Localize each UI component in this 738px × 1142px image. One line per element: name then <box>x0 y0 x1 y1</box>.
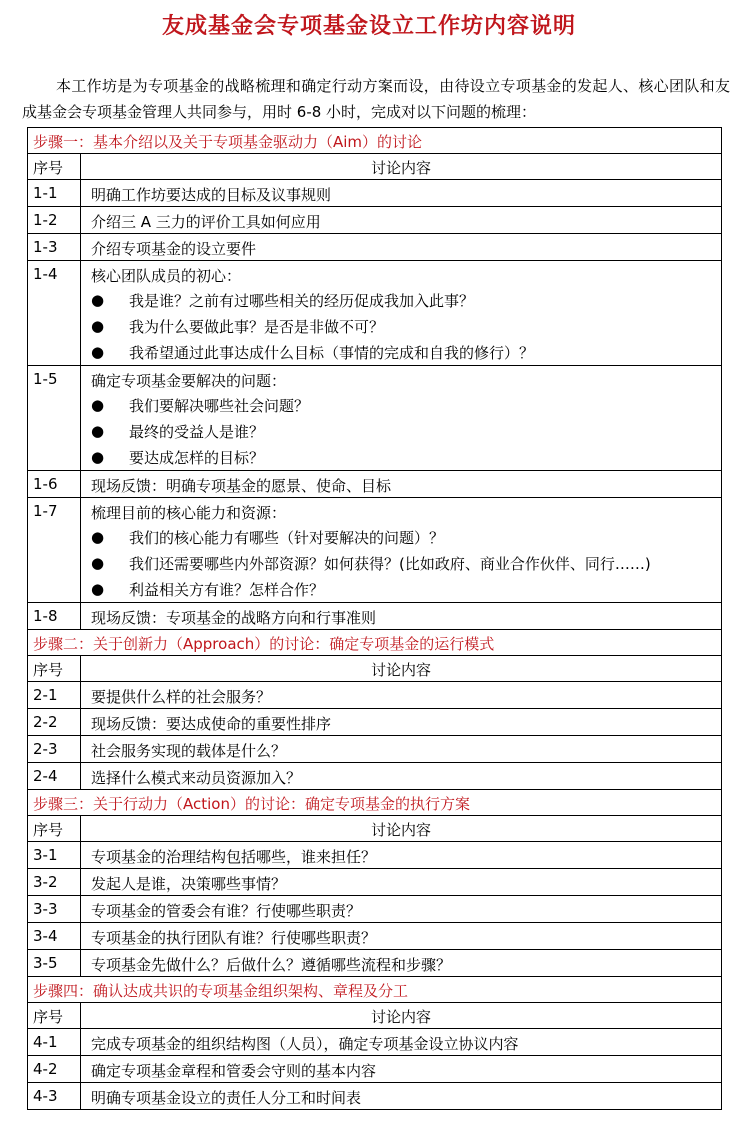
row-text: 梳理目前的核心能力和资源： <box>91 504 287 522</box>
table-row <box>28 842 722 869</box>
table-header-row <box>28 1003 722 1029</box>
row-number: 1-3 <box>28 234 81 261</box>
row-text: 要提供什么样的社会服务？ <box>91 688 272 706</box>
step-title: 步骤四：确认达成共识的专项基金组织架构、章程及分工 <box>28 977 722 1003</box>
table-header-row <box>28 656 722 682</box>
table-row <box>28 261 722 366</box>
bullet-icon: ● <box>91 291 105 309</box>
table-row <box>28 896 722 923</box>
row-number: 2-2 <box>28 709 81 736</box>
row-number: 1-1 <box>28 180 81 207</box>
row-text: 发起人是谁，决策哪些事情？ <box>91 875 287 893</box>
header-num: 序号 <box>28 816 81 842</box>
bullet-item <box>91 444 721 470</box>
row-number: 3-1 <box>28 842 81 869</box>
bullet-item <box>91 287 721 313</box>
bullet-text: 最终的受益人是谁？ <box>129 422 265 441</box>
row-content <box>81 736 722 763</box>
step-title: 步骤一：基本介绍以及关于专项基金驱动力（Aim）的讨论 <box>28 128 722 154</box>
step-title-row <box>28 977 722 1003</box>
bullet-text: 利益相关方有谁？怎样合作？ <box>129 580 325 599</box>
bullet-item <box>91 392 721 418</box>
row-number: 2-4 <box>28 763 81 790</box>
step-title-row <box>28 128 722 154</box>
row-text: 专项基金的治理结构包括哪些，谁来担任？ <box>91 848 377 866</box>
row-content <box>81 842 722 869</box>
header-content: 讨论内容 <box>81 656 722 682</box>
row-content <box>81 923 722 950</box>
bullet-text: 我为什么要做此事？是否是非做不可？ <box>129 317 385 336</box>
table-row <box>28 234 722 261</box>
bullet-icon: ● <box>91 554 105 572</box>
row-content <box>81 869 722 896</box>
row-text: 现场反馈：明确专项基金的愿景、使命、目标 <box>91 477 392 495</box>
row-content <box>81 709 722 736</box>
row-number: 3-3 <box>28 896 81 923</box>
header-content: 讨论内容 <box>81 816 722 842</box>
step-title: 步骤三：关于行动力（Action）的讨论：确定专项基金的执行方案 <box>28 790 722 816</box>
table-row <box>28 923 722 950</box>
table-row <box>28 366 722 471</box>
row-number: 2-3 <box>28 736 81 763</box>
table-row <box>28 471 722 498</box>
bullet-item <box>91 524 721 550</box>
table-row <box>28 682 722 709</box>
row-number: 1-7 <box>28 498 81 603</box>
row-content <box>81 366 722 471</box>
table-row <box>28 1056 722 1083</box>
row-content <box>81 180 722 207</box>
row-content <box>81 261 722 366</box>
bullet-icon: ● <box>91 317 105 335</box>
row-text: 介绍三 A 三力的评价工具如何应用 <box>91 213 321 231</box>
row-text: 专项基金的执行团队有谁？行使哪些职责？ <box>91 929 377 947</box>
row-content <box>81 950 722 977</box>
bullet-icon: ● <box>91 396 105 414</box>
row-number: 4-3 <box>28 1083 81 1110</box>
row-text: 专项基金的管委会有谁？行使哪些职责？ <box>91 902 362 920</box>
row-text: 现场反馈：要达成使命的重要性排序 <box>91 715 332 733</box>
table-row <box>28 1029 722 1056</box>
bullet-icon: ● <box>91 422 105 440</box>
row-number: 1-8 <box>28 603 81 630</box>
row-text: 明确工作坊要达成的目标及议事规则 <box>91 186 332 204</box>
table-row <box>28 950 722 977</box>
row-number: 4-1 <box>28 1029 81 1056</box>
row-text: 介绍专项基金的设立要件 <box>91 240 257 258</box>
table-row <box>28 763 722 790</box>
row-content <box>81 207 722 234</box>
header-num: 序号 <box>28 1003 81 1029</box>
bullet-text: 我们要解决哪些社会问题？ <box>129 396 310 415</box>
table-row <box>28 180 722 207</box>
row-number: 1-6 <box>28 471 81 498</box>
page-title: 友成基金会专项基金设立工作坊内容说明 <box>161 13 576 39</box>
row-text: 社会服务实现的载体是什么？ <box>91 742 287 760</box>
row-number: 1-5 <box>28 366 81 471</box>
table-row <box>28 603 722 630</box>
intro-paragraph <box>22 73 730 125</box>
table-row <box>28 736 722 763</box>
row-content <box>81 1029 722 1056</box>
row-number: 1-4 <box>28 261 81 366</box>
bullet-item <box>91 339 721 365</box>
bullet-text: 要达成怎样的目标？ <box>129 448 265 467</box>
header-num: 序号 <box>28 656 81 682</box>
header-content: 讨论内容 <box>81 154 722 180</box>
header-num: 序号 <box>28 154 81 180</box>
row-text: 确定专项基金章程和管委会守则的基本内容 <box>91 1062 377 1080</box>
row-number: 2-1 <box>28 682 81 709</box>
row-text: 现场反馈：专项基金的战略方向和行事准则 <box>91 609 377 627</box>
bullet-text: 我们还需要哪些内外部资源？如何获得？(比如政府、商业合作伙伴、同行……) <box>129 554 651 573</box>
table-row <box>28 869 722 896</box>
row-text: 专项基金先做什么？后做什么？遵循哪些流程和步骤？ <box>91 956 452 974</box>
step-title: 步骤二：关于创新力（Approach）的讨论：确定专项基金的运行模式 <box>28 630 722 656</box>
row-text: 核心团队成员的初心： <box>91 267 242 285</box>
bullet-text: 我是谁？之前有过哪些相关的经历促成我加入此事？ <box>129 291 475 310</box>
row-text: 完成专项基金的组织结构图（人员），确定专项基金设立协议内容 <box>91 1035 519 1053</box>
row-content <box>81 234 722 261</box>
table-row <box>28 207 722 234</box>
table-row <box>28 709 722 736</box>
discussion-table <box>27 127 722 1110</box>
row-text: 明确专项基金设立的责任人分工和时间表 <box>91 1089 362 1107</box>
bullet-item <box>91 576 721 602</box>
step-title-row <box>28 790 722 816</box>
table-header-row <box>28 816 722 842</box>
bullet-item <box>91 550 721 576</box>
row-number: 3-5 <box>28 950 81 977</box>
row-content <box>81 896 722 923</box>
bullet-text: 我希望通过此事达成什么目标（事情的完成和自我的修行）？ <box>129 343 535 362</box>
step-title-row <box>28 630 722 656</box>
row-number: 1-2 <box>28 207 81 234</box>
bullet-icon: ● <box>91 528 105 546</box>
bullet-text: 我们的核心能力有哪些（针对要解决的问题）？ <box>129 528 445 547</box>
row-number: 3-2 <box>28 869 81 896</box>
table-row <box>28 498 722 603</box>
table-header-row <box>28 154 722 180</box>
row-content <box>81 498 722 603</box>
bullet-icon: ● <box>91 448 105 466</box>
bullet-icon: ● <box>91 343 105 361</box>
intro-text: 本工作坊是为专项基金的战略梳理和确定行动方案而设，由待设立专项基金的发起人、核心团队和友成基金会专项基金管理人共同参与，用时 6-8 小时，完成对以下问题的梳理： <box>22 77 730 121</box>
row-content <box>81 763 722 790</box>
row-content <box>81 682 722 709</box>
row-number: 4-2 <box>28 1056 81 1083</box>
row-text: 选择什么模式来动员资源加入？ <box>91 769 302 787</box>
row-content <box>81 1056 722 1083</box>
bullet-icon: ● <box>91 580 105 598</box>
row-content <box>81 471 722 498</box>
table-row <box>28 1083 722 1110</box>
header-content: 讨论内容 <box>81 1003 722 1029</box>
row-text: 确定专项基金要解决的问题： <box>91 372 287 390</box>
bullet-item <box>91 313 721 339</box>
row-content <box>81 603 722 630</box>
row-content <box>81 1083 722 1110</box>
bullet-item <box>91 418 721 444</box>
row-number: 3-4 <box>28 923 81 950</box>
